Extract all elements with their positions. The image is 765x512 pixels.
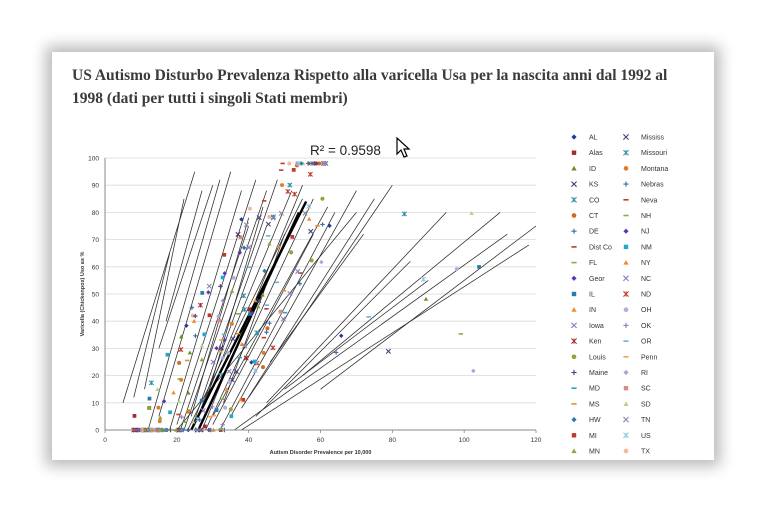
data-point: [149, 381, 153, 385]
legend-entry: [571, 229, 599, 236]
legend-label: Maine: [589, 370, 609, 377]
legend-marker: [572, 150, 576, 154]
trendline: [270, 234, 363, 362]
legend-label: CO: [589, 197, 600, 205]
data-point: [386, 349, 390, 353]
data-point: [241, 294, 245, 298]
data-point: [214, 346, 218, 350]
data-point: [230, 322, 234, 326]
data-point: [177, 361, 181, 365]
data-point: [200, 291, 204, 295]
legend-label: MS: [589, 401, 600, 409]
legend-label: Neva: [641, 197, 658, 205]
legend-label: MN: [589, 448, 600, 456]
data-point: [193, 334, 197, 338]
trendline: [177, 180, 256, 425]
data-point: [264, 330, 268, 334]
legend-marker: [571, 448, 576, 453]
legend-label: NJ: [641, 228, 650, 236]
legend-label: HW: [589, 417, 601, 425]
legend-label: Geor: [589, 275, 605, 283]
trendline: [285, 280, 429, 389]
legend-label: SD: [641, 401, 651, 409]
data-point: [220, 422, 224, 426]
legend-entry: [623, 323, 651, 330]
legend-label: RI: [641, 370, 648, 377]
data-point: [230, 289, 234, 293]
legend-entry: [571, 276, 605, 283]
y-tick-label: 70: [91, 237, 99, 245]
legend-marker: [571, 229, 576, 234]
legend-label: AL: [589, 134, 598, 142]
chart-card: [52, 52, 714, 460]
data-point: [289, 250, 293, 254]
y-tick-label: 10: [91, 400, 99, 408]
legend-label: NH: [641, 213, 652, 220]
data-point: [253, 360, 257, 364]
data-point: [208, 313, 212, 317]
legend-marker: [623, 370, 628, 375]
data-point: [287, 161, 291, 165]
legend-entry: [571, 166, 596, 173]
data-point: [421, 277, 425, 281]
legend-marker: [623, 417, 628, 422]
legend-label: SC: [641, 385, 651, 393]
data-point: [155, 387, 159, 391]
legend-label: ID: [589, 165, 596, 173]
legend-entry: [572, 213, 599, 220]
data-point: [221, 276, 225, 280]
data-point: [215, 408, 219, 412]
legend-entry: [571, 401, 599, 408]
y-axis-label: Varicella (Chickenpox) Uso as %: [80, 251, 86, 337]
data-point: [471, 369, 475, 373]
trendline: [224, 234, 285, 403]
legend-marker: [624, 166, 629, 171]
legend-marker: [623, 323, 628, 328]
legend-label: FL: [589, 260, 598, 268]
legend-entry: [623, 370, 648, 377]
data-point: [469, 211, 473, 215]
legend-entry: [571, 448, 599, 455]
legend-label: Missouri: [641, 150, 668, 158]
legend-label: NC: [641, 275, 652, 283]
y-tick-label: 0: [95, 427, 99, 435]
trendline: [213, 234, 314, 424]
data-point: [424, 297, 428, 301]
legend-entry: [571, 134, 597, 141]
legend-entry: [571, 417, 601, 424]
legend-label: OK: [641, 322, 652, 330]
legend-entry: [624, 449, 651, 456]
data-point: [242, 246, 246, 250]
legend-marker: [571, 323, 576, 328]
data-point: [166, 353, 170, 357]
legend-label: Nebras: [641, 181, 664, 189]
data-point: [232, 276, 236, 280]
legend-marker: [623, 401, 628, 406]
legend-label: Mississ: [641, 134, 664, 142]
legend-label: US: [641, 432, 651, 440]
legend-label: MD: [589, 385, 600, 393]
data-point: [179, 378, 183, 382]
data-point: [262, 351, 266, 355]
legend-marker: [571, 166, 576, 171]
data-point: [248, 307, 252, 311]
data-point: [242, 307, 246, 311]
data-point: [177, 399, 181, 403]
y-tick-label: 50: [91, 291, 99, 299]
legend-entry: [572, 292, 595, 299]
legend-entry: [623, 354, 657, 361]
legend-entry: [623, 339, 651, 346]
data-point: [310, 258, 314, 262]
legend: [571, 134, 668, 455]
data-point: [229, 414, 233, 418]
data-point: [319, 260, 323, 264]
legend-entry: [571, 197, 600, 204]
legend-entry: [571, 339, 601, 346]
legend-label: MI: [589, 432, 597, 440]
data-point: [156, 406, 160, 410]
data-point: [171, 390, 175, 394]
legend-marker: [623, 182, 628, 187]
legend-marker: [623, 134, 628, 139]
legend-entry: [623, 291, 651, 298]
data-point: [477, 265, 481, 269]
legend-marker: [623, 276, 628, 281]
data-point: [200, 343, 204, 347]
y-tick-label: 20: [91, 373, 99, 381]
legend-entry: [623, 150, 667, 157]
legend-marker: [571, 182, 576, 187]
trendline: [321, 226, 537, 389]
legend-entry: [572, 150, 603, 157]
legend-marker: [571, 370, 576, 375]
legend-label: Dist Co: [589, 244, 612, 252]
trendline: [166, 191, 202, 322]
chart: [52, 52, 714, 460]
legend-label: OR: [641, 338, 652, 346]
legend-marker: [623, 291, 628, 296]
y-tick-label: 100: [88, 155, 99, 163]
data-point: [266, 222, 270, 226]
data-point: [133, 414, 137, 418]
data-point: [223, 406, 227, 410]
y-tick-label: 60: [91, 264, 99, 272]
data-point: [308, 172, 312, 176]
trendline: [123, 172, 195, 403]
legend-label: Ken: [589, 338, 602, 346]
page-title: US Autismo Disturbo Prevalenza Rispetto alla varicella Usa per la nascita anni dal 1992 al 1998 (dati per tutti i singoli Stati membri): [72, 67, 668, 107]
y-tick-label: 90: [91, 182, 99, 190]
legend-label: IL: [589, 291, 595, 299]
legend-marker: [572, 292, 576, 296]
data-point: [307, 204, 311, 208]
legend-label: Alas: [589, 150, 603, 158]
mouse-pointer-icon: [396, 137, 412, 159]
legend-entry: [623, 197, 657, 204]
data-point: [207, 284, 211, 288]
legend-marker: [571, 276, 576, 281]
data-point: [200, 399, 204, 403]
legend-marker: [571, 307, 576, 312]
legend-entry: [571, 323, 603, 330]
legend-label: IN: [589, 307, 596, 315]
legend-marker: [571, 197, 576, 202]
x-tick-label: 20: [173, 437, 181, 444]
y-tick-label: 40: [91, 318, 99, 326]
legend-marker: [572, 354, 577, 359]
data-point: [186, 410, 190, 414]
x-tick-label: 100: [458, 437, 470, 444]
data-point: [228, 380, 232, 384]
data-point: [148, 397, 152, 401]
x-tick-label: 40: [245, 437, 253, 444]
data-point: [158, 419, 162, 423]
legend-entry: [623, 229, 649, 236]
legend-label: DE: [589, 228, 599, 236]
legend-entry: [623, 213, 651, 220]
legend-marker: [623, 260, 628, 265]
data-point: [290, 235, 294, 239]
legend-entry: [623, 260, 651, 267]
legend-entry: [624, 386, 651, 393]
legend-entry: [624, 166, 669, 173]
data-point: [188, 350, 192, 354]
data-point: [327, 224, 331, 228]
trendline: [241, 245, 528, 430]
y-tick-label: 30: [91, 345, 99, 353]
legend-entry: [623, 182, 664, 189]
legend-entry: [572, 354, 607, 361]
legend-marker: [624, 245, 628, 249]
legend-label: Iowa: [589, 322, 604, 330]
data-point: [168, 410, 172, 414]
data-point: [261, 365, 265, 369]
legend-marker: [571, 339, 576, 344]
data-point: [320, 222, 324, 226]
legend-label: Penn: [641, 354, 658, 362]
data-point: [267, 242, 271, 246]
data-point: [231, 336, 235, 340]
data-point: [147, 406, 151, 410]
legend-entry: [571, 260, 597, 267]
legend-label: Louis: [589, 354, 606, 362]
trendlines: [123, 172, 536, 430]
data-point: [226, 351, 230, 355]
legend-marker: [623, 229, 628, 234]
legend-marker: [624, 449, 629, 454]
legend-entry: [624, 244, 652, 251]
legend-entry: [623, 134, 664, 141]
x-tick-label: 80: [388, 437, 396, 444]
legend-label: TX: [641, 448, 650, 456]
legend-entry: [571, 307, 596, 314]
data-point: [307, 217, 311, 221]
data-point: [271, 346, 275, 350]
data-point: [267, 215, 271, 219]
data-point: [227, 369, 231, 373]
legend-marker: [624, 386, 628, 390]
legend-entry: [623, 276, 651, 283]
legend-label: CT: [589, 213, 599, 220]
legend-entry: [623, 433, 651, 440]
legend-entry: [571, 182, 598, 189]
data-point: [320, 197, 324, 201]
data-point: [279, 310, 283, 314]
data-point: [217, 319, 221, 323]
r-squared-annotation: R² = 0.9598: [310, 143, 381, 158]
legend-marker: [623, 433, 628, 438]
data-point: [179, 347, 183, 351]
legend-marker: [624, 307, 629, 312]
legend-entry: [571, 244, 612, 251]
legend-label: ND: [641, 291, 652, 299]
data-point: [339, 334, 343, 338]
data-point: [222, 253, 226, 257]
legend-marker: [572, 433, 576, 437]
legend-marker: [571, 417, 576, 422]
legend-entry: [571, 386, 599, 393]
x-tick-label: 0: [103, 437, 107, 444]
legend-label: NM: [641, 244, 652, 252]
data-point: [286, 189, 290, 193]
legend-marker: [623, 150, 628, 155]
data-point: [202, 332, 206, 336]
data-point: [253, 368, 257, 372]
data-point: [203, 425, 207, 429]
legend-label: OH: [641, 307, 652, 315]
legend-entry: [624, 307, 652, 314]
data-point: [265, 326, 269, 330]
legend-entry: [572, 433, 597, 440]
data-point: [280, 183, 284, 187]
trendline: [206, 199, 314, 430]
legend-label: NY: [641, 260, 651, 268]
data-point: [229, 407, 233, 411]
data-point: [309, 229, 313, 233]
data-point: [455, 267, 459, 271]
legend-marker: [571, 134, 576, 139]
x-tick-label: 60: [316, 437, 325, 444]
x-tick-label: 120: [530, 437, 542, 444]
x-axis-label: Autism Disorder Prevalence per 10,000: [269, 450, 372, 456]
data-point: [248, 207, 252, 211]
data-point: [402, 212, 406, 216]
legend-entry: [623, 417, 650, 424]
legend-label: TN: [641, 417, 651, 425]
data-point: [200, 357, 204, 361]
data-point: [292, 168, 296, 172]
data-point: [296, 269, 300, 273]
y-tick-label: 80: [91, 209, 99, 217]
legend-label: KS: [589, 181, 599, 189]
data-point: [198, 303, 202, 307]
legend-marker: [572, 213, 577, 218]
data-point: [292, 192, 296, 196]
legend-label: Montana: [641, 165, 669, 173]
legend-entry: [571, 370, 608, 377]
legend-entry: [623, 401, 650, 408]
